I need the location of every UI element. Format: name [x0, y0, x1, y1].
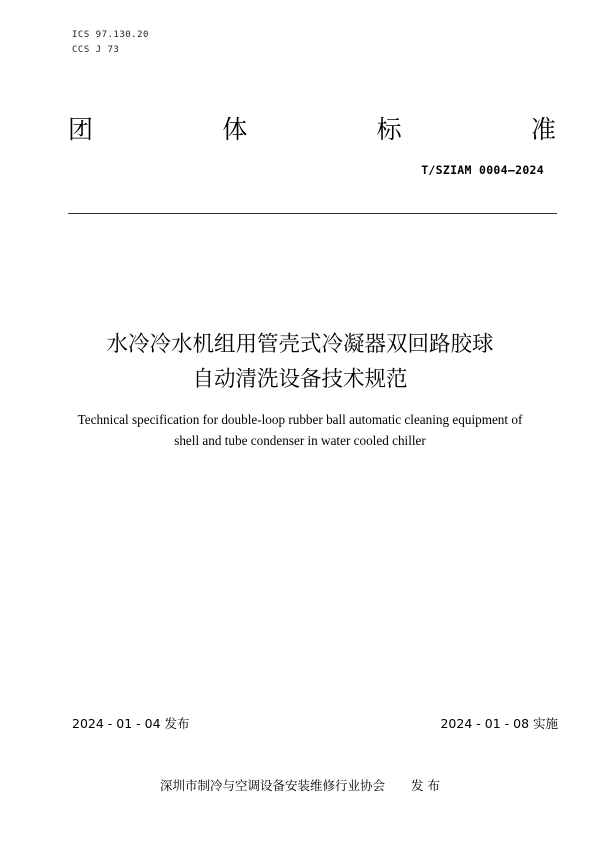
english-title — [40, 409, 560, 451]
implementation-date: 2024 - 01 - 08 实施 — [440, 716, 558, 731]
standard-number: T/SZIAM 0004—2024 — [421, 163, 544, 177]
header-divider — [68, 213, 557, 214]
ics-code: ICS 97.130.20 — [72, 30, 149, 40]
standard-type-char: 标 — [376, 115, 402, 144]
classification-codes — [72, 28, 149, 58]
chinese-title-line: 水冷冷水机组用管壳式冷凝器双回路胶球 — [106, 332, 494, 357]
publish-action: 发 布 — [411, 778, 440, 793]
chinese-title — [40, 327, 560, 397]
standard-type-heading — [68, 114, 556, 146]
standard-type-char: 体 — [222, 115, 248, 144]
chinese-title-line: 自动清洗设备技术规范 — [192, 367, 408, 392]
standard-type-char: 准 — [530, 115, 556, 144]
english-title-line: shell and tube condenser in water cooled chiller — [174, 433, 426, 448]
publisher-line — [0, 776, 600, 794]
english-title-line: Technical specification for double-loop rubber ball automatic cleaning equipment of — [77, 412, 523, 427]
ccs-code: CCS J 73 — [72, 45, 120, 55]
publisher-name: 深圳市制冷与空调设备安装维修行业协会 — [160, 778, 386, 793]
issue-date: 2024 - 01 - 04 发布 — [72, 716, 190, 731]
standard-type-char: 团 — [68, 115, 94, 144]
